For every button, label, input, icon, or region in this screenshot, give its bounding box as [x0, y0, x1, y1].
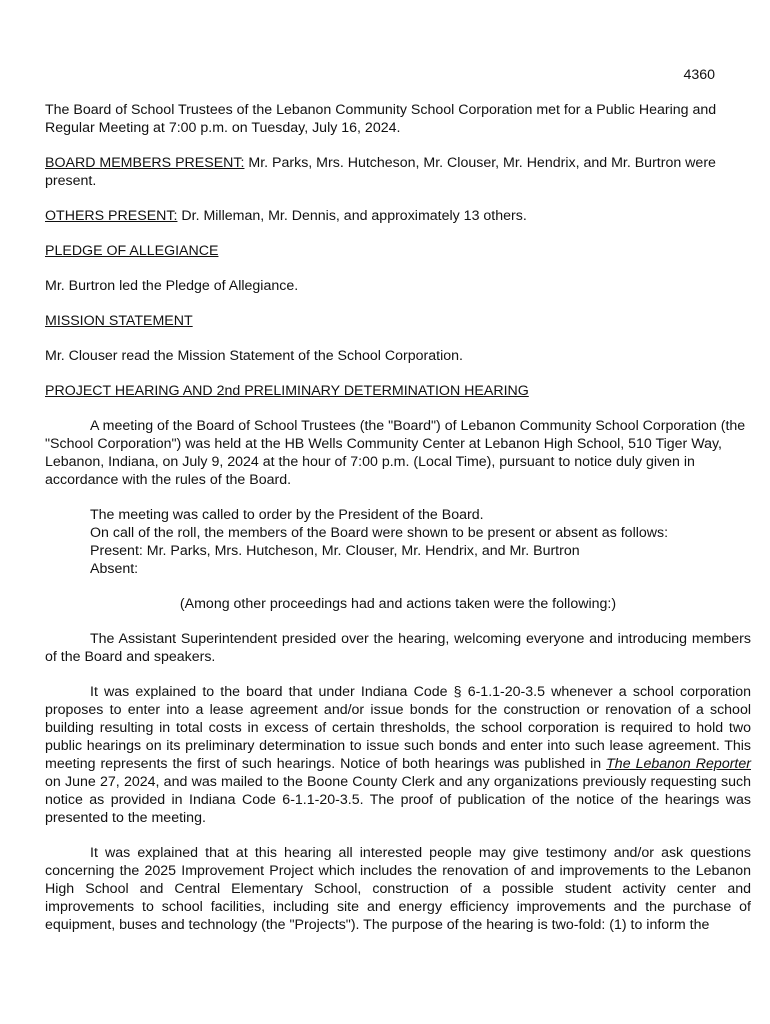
project-hearing-paragraph-4: It was explained that at this hearing all interested people may give testimony and/or ask questions concerning the 2025 Improvement Project which includes the renovation of and improvements to the Lebanon High School and Central Elementary School, construction of a possible student activity center and improvements to school facilities, including site and energy efficiency improvements and the purchase of equipment, buses and technology (the "Projects"). The purpose of the hearing is two-fold: (1) to inform the — [45, 845, 751, 933]
project-hearing-paragraph-1: A meeting of the Board of School Trustees (the "Board") of Lebanon Community School Corporation (the "School Corporation") was held at the HB Wells Community Center at Lebanon High School, 510 Tiger Way, Lebanon, Indiana, on July 9, 2024 at the hour of 7:00 p.m. (Local Time), pursuant to notice duly given in accordance with the rules of the Board. — [45, 418, 746, 488]
page-number: 4360 — [683, 67, 715, 83]
project-hearing-paragraph-3 — [45, 683, 751, 827]
roll-line: Absent: — [90, 561, 139, 577]
board-members-text: Mr. Parks, Mrs. Hutcheson, Mr. Clouser, Mr. Hendrix, and Mr. Burtron were present. — [45, 155, 716, 189]
board-members-label: BOARD MEMBERS PRESENT: — [45, 155, 245, 171]
board-members-paragraph — [45, 154, 751, 190]
roll-line: The meeting was called to order by the President of the Board. — [90, 507, 484, 523]
pledge-heading: PLEDGE OF ALLEGIANCE — [45, 243, 219, 259]
para3-text-after: on June 27, 2024, and was mailed to the Boone County Clerk and any organizations previously requesting such notice as provided in Indiana Code 6-1.1-20-3.5. The proof of publication of the notice of the hearings was presented to the meeting. — [45, 774, 751, 826]
others-present-label: OTHERS PRESENT: — [45, 208, 178, 224]
roll-line: Present: Mr. Parks, Mrs. Hutcheson, Mr. Clouser, Mr. Hendrix, and Mr. Burtron — [90, 543, 580, 559]
mission-text: Mr. Clouser read the Mission Statement of the School Corporation. — [45, 348, 463, 364]
project-hearing-paragraph-2: The Assistant Superintendent presided over the hearing, welcoming everyone and introducing members of the Board and speakers. — [45, 631, 751, 665]
publication-name: The Lebanon Reporter — [606, 756, 751, 772]
others-present-paragraph — [45, 207, 751, 225]
project-hearing-heading: PROJECT HEARING AND 2nd PRELIMINARY DETERMINATION HEARING — [45, 383, 529, 399]
pledge-text: Mr. Burtron led the Pledge of Allegiance. — [45, 278, 299, 294]
mission-heading: MISSION STATEMENT — [45, 313, 193, 329]
roll-call-block — [90, 506, 751, 578]
proceedings-note: (Among other proceedings had and actions taken were the following:) — [179, 596, 617, 612]
para3-text-before: It was explained to the board that under Indiana Code § 6-1.1-20-3.5 whenever a school corporation proposes to enter into a lease agreement and/or issue bonds for the construction or renovation of a school building resulting in total costs in excess of certain thresholds, the school corporation is required to hold two public hearings on its preliminary determination to issue such bonds and enter into such lease agreement. This meeting represents the first of such hearings. Notice of both hearings was published in — [45, 684, 751, 772]
roll-line: On call of the roll, the members of the Board were shown to be present or absent as follows: — [90, 525, 669, 541]
intro-paragraph: The Board of School Trustees of the Lebanon Community School Corporation met for a Public Hearing and Regular Meeting at 7:00 p.m. on Tuesday, July 16, 2024. — [45, 102, 717, 136]
document-page — [45, 66, 751, 951]
others-present-text: Dr. Milleman, Mr. Dennis, and approximately 13 others. — [177, 208, 527, 224]
